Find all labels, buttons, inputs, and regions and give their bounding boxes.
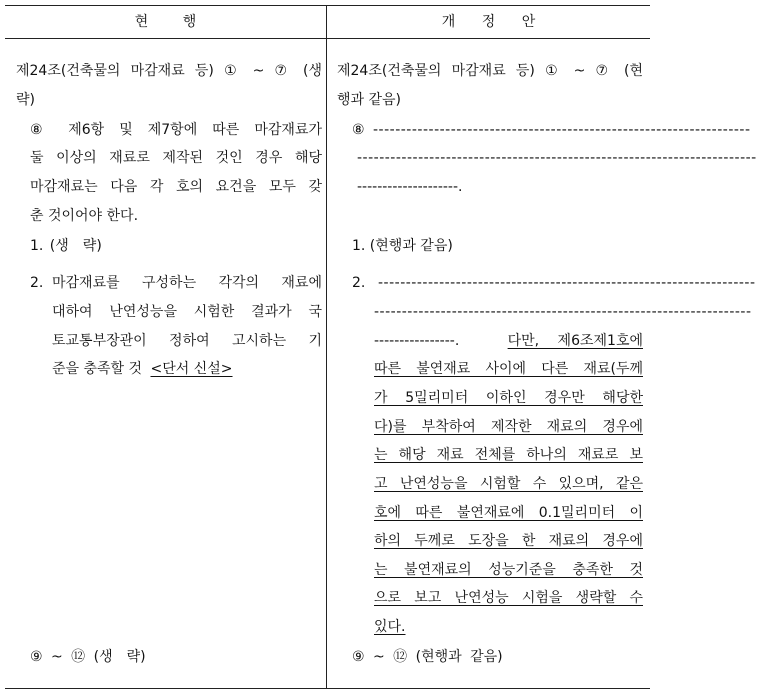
current-article-line1: 제24조(건축물의 마감재료 등) ① ~ ⑦ (생 xyxy=(16,63,322,79)
proviso-added-line: 호에 따른 불연재료에 0.1밀리미터 이 xyxy=(374,505,643,521)
header-current: 현 행 xyxy=(134,14,197,30)
proposed-article-line1: 제24조(건축물의 마감재료 등) ① ~ ⑦ (현 xyxy=(337,63,643,79)
proposed-item2-mixed-line xyxy=(374,330,643,352)
current-p9: ⑨ ~ ⑫ (생 략) xyxy=(30,649,146,665)
proposed-item2-dashes: -------------------------------------------------------------------- xyxy=(378,275,756,291)
table-top-border xyxy=(5,5,650,6)
proposed-item2-number: 2. xyxy=(352,275,366,291)
current-item2-text: 준을 충족할 것 xyxy=(52,361,143,377)
current-item1: 1. (생 략) xyxy=(30,238,102,254)
current-article-line2: 략) xyxy=(16,92,35,108)
current-item2-line: 대하여 난연성능을 시험한 결과가 국 xyxy=(52,304,322,320)
proposed-p8-dashes: ------------------------------------------------------------------------ xyxy=(357,150,757,166)
proposed-item2-dash-end: ----------------. xyxy=(374,333,460,349)
proviso-new-note: <단서 신설> xyxy=(150,361,233,377)
header-proposed: 개 정 안 xyxy=(441,14,536,30)
current-p8-line: 춘 것이어야 한다. xyxy=(30,208,139,224)
proviso-added-line: 따른 불연재료 사이에 다른 재료(두께 xyxy=(374,361,643,377)
table-bottom-border xyxy=(5,688,650,689)
proviso-added-line: 으로 보고 난연성능 시험을 생략할 수 xyxy=(374,590,643,606)
proposed-p9: ⑨ ~ ⑫ (현행과 같음) xyxy=(352,649,503,665)
proviso-added-line: 다)를 부착하여 제작한 재료의 경우에 xyxy=(374,419,643,435)
current-p8-line: ⑧ 제6항 및 제7항에 따른 마감재료가 xyxy=(30,122,322,138)
current-item2-number: 2. xyxy=(30,275,44,291)
column-divider xyxy=(326,5,327,688)
proposed-p8-mark: ⑧ xyxy=(352,122,365,138)
proviso-added-line: 있다. xyxy=(374,619,406,635)
proviso-added-line: 하의 두께로 도장을 한 재료의 경우에 xyxy=(374,533,643,549)
current-p8-line: 마감재료는 다음 각 호의 요건을 모두 갖 xyxy=(30,179,322,195)
proviso-added-line: 가 5밀리미터 이하인 경우만 해당한 xyxy=(374,390,643,406)
current-item2-last-line xyxy=(52,358,322,380)
current-item2-line: 마감재료를 구성하는 각각의 재료에 xyxy=(52,275,322,291)
proviso-added-line: 고 난연성능을 시험할 수 있으며, 같은 xyxy=(374,476,643,492)
current-item2-line: 토교통부장관이 정하여 고시하는 기 xyxy=(52,333,322,349)
header-bottom-border xyxy=(5,38,650,39)
proposed-p8-dash-end: --------------------. xyxy=(357,179,463,195)
proviso-added-line: 는 해당 재료 전체를 하나의 재료로 보 xyxy=(374,447,643,463)
proposed-article-line2: 행과 같음) xyxy=(337,92,402,108)
proviso-added-text: 다만, 제6조제1호에 xyxy=(507,333,643,349)
proviso-added-line: 는 불연재료의 성능기준을 충족한 것 xyxy=(374,562,643,578)
proposed-p8-dashes: -------------------------------------------------------------------- xyxy=(373,122,751,138)
current-p8-line: 둘 이상의 재료로 제작된 것인 경우 해당 xyxy=(30,150,322,166)
proposed-item2-dashes: -------------------------------------------------------------------- xyxy=(374,304,752,320)
proposed-item1: 1. (현행과 같음) xyxy=(352,238,453,254)
